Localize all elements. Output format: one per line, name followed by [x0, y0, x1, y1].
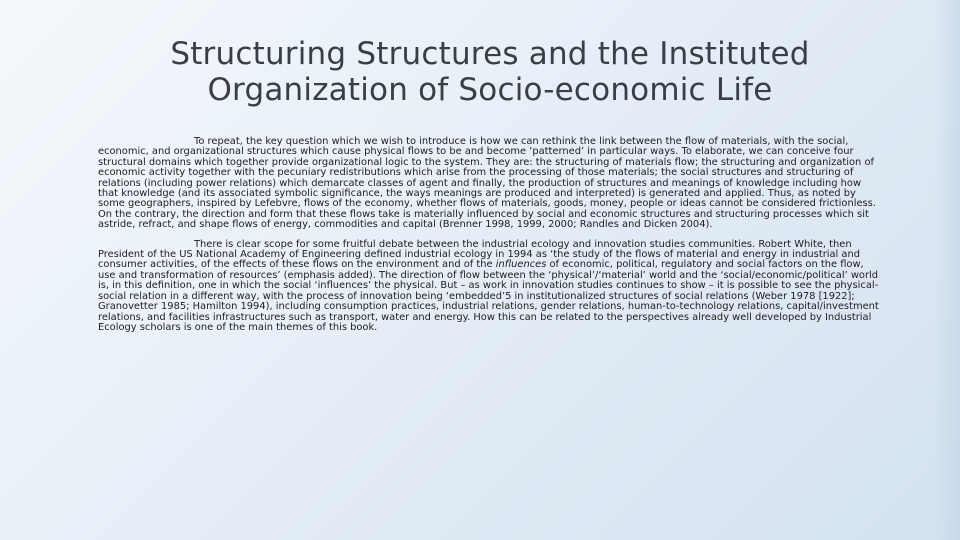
slide-edge-band — [934, 0, 960, 540]
paragraph-1: To repeat, the key question which we wish to introduce is how we can rethink the link between the flow of materials, with the social, economic, and organizational structures which cause physical flows to be and become ‘patterned’ in particular ways. To elaborate, we can conceive four structural domains which together provide organizational logic to the system. They are: the structuring of materials flow; the structuring and organization of economic activity together with the pecuniary redistributions which arise from the processing of those materials; the social structures and structuring of relations (including power relations) which demarcate classes of agent and finally, the production of structures and meanings of knowledge including how that knowledge (and its associated symbolic significance, the ways meanings are produced and interpreted) is generated and applied. Thus, as noted by some geographers, inspired by Lefebvre, flows of the economy, whether flows of materials, goods, money, people or ideas cannot be considered frictionless. On the contrary, the direction and form that these flows take is materially influenced by social and economic structures and structuring processes which sit astride, refract, and shape flows of energy, commodities and capital (Brenner 1998, 1999, 2000; Randles and Dicken 2004). — [98, 136, 876, 231]
slide-title — [100, 36, 880, 108]
paragraph-2-text-b: of economic, political, regulatory and social factors on the flow, use and transformation of resources’ (emphasis added). The direction of flow between the ‘physical’/‘material’ world and the ‘social/economic/political’ world is, in this definition, one in which the social ‘influences’ the physical. But – as work in innovation studies continues to show – it is possible to see the physical-social relation in a different way, with the process of innovation being ‘embedded’5 in institutionalized structures of social relations (Weber 1978 [1922]; Granovetter 1985; Hamilton 1994), including consumption practices, industrial relations, gender relations, human-to-technology relations, capital/investment relations, and facilities infrastructures such as transport, water and energy. How this can be related to the perspectives already well developed by Industrial Ecology scholars is one of the main themes of this book. — [98, 259, 879, 333]
paragraph-2-text-a: There is clear scope for some fruitful debate between the industrial ecology and innovation studies communities. Robert White, then President of the US National Academy of Engineering defined industrial ecology in 1994 as ‘the study of the flows of material and energy in industrial and consumer activities, of the effects of these flows on the environment and of the — [98, 238, 861, 271]
slide-body — [98, 137, 882, 342]
paragraph-2 — [98, 240, 882, 334]
slide-title-line-2: Organization of Socio-economic Life — [207, 72, 773, 108]
paragraph-2-emphasis: influences — [495, 259, 547, 271]
slide-title-line-1: Structuring Structures and the Instituted — [170, 36, 810, 72]
